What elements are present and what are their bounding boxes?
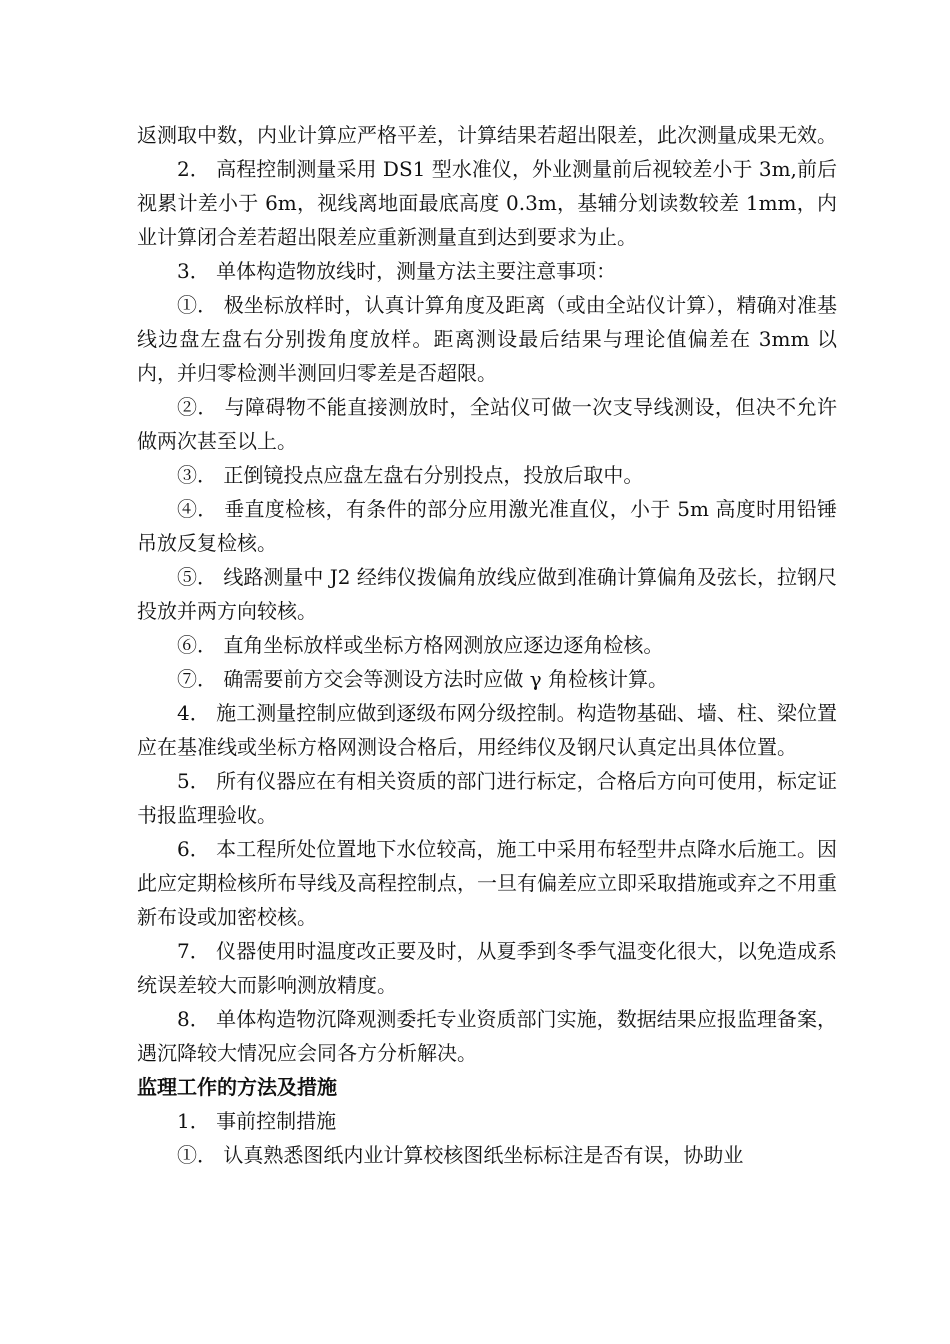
section-heading: 监理工作的方法及措施 [137, 1075, 337, 1099]
paragraph-item-2: 2． 高程控制测量采用 DS1 型水准仪，外业测量前后视较差小于 3m,前后视累计差小于 6m，视线离地面最底高度 0.3m，基辅分划读数较差 1mm，内业计算闭合差若超出限差应重新测量直到达到要求为止。 [137, 157, 837, 249]
paragraph-item-5: 5． 所有仪器应在有相关资质的部门进行标定，合格后方向可使用，标定证书报监理验收。 [137, 769, 837, 827]
paragraph-subitem-4: ④． 垂直度检核，有条件的部分应用激光准直仪，小于 5m 高度时用铅锤吊放反复检核。 [137, 497, 837, 555]
paragraph-subitem-6: ⑥． 直角坐标放样或坐标方格网测放应逐边逐角检核。 [177, 633, 664, 657]
paragraph-subitem-5: ⑤． 线路测量中 J2 经纬仪拨偏角放线应做到准确计算偏角及弦长，拉钢尺投放并两方向较核。 [137, 565, 837, 623]
paragraph-item-4: 4． 施工测量控制应做到逐级布网分级控制。构造物基础、墙、柱、梁位置应在基准线或坐标方格网测设合格后，用经纬仪及钢尺认真定出具体位置。 [137, 701, 837, 759]
paragraph-subitem-7: ⑦． 确需要前方交会等测设方法时应做 γ 角检核计算。 [177, 667, 669, 691]
paragraph-item-7: 7． 仪器使用时温度改正要及时，从夏季到冬季气温变化很大，以免造成系统误差较大而影响测放精度。 [137, 939, 837, 997]
document-body [137, 118, 837, 1172]
paragraph-subitem-1: ①． 极坐标放样时，认真计算角度及距离（或由全站仪计算），精确对准基线边盘左盘右分别拨角度放样。距离测设最后结果与理论值偏差在 3mm 以内，并归零检测半测回归零差是否超限。 [137, 293, 837, 385]
paragraph-subitem-2: ②． 与障碍物不能直接测放时，全站仪可做一次支导线测设，但决不允许做两次甚至以上。 [137, 395, 837, 453]
paragraph-item-3: 3． 单体构造物放线时，测量方法主要注意事项： [177, 259, 617, 283]
paragraph-subitem-3: ③． 正倒镜投点应盘左盘右分别投点，投放后取中。 [177, 463, 644, 487]
paragraph-section-subitem-1: ①． 认真熟悉图纸内业计算校核图纸坐标标注是否有误，协助业 [177, 1143, 744, 1167]
paragraph-continuation: 返测取中数，内业计算应严格平差，计算结果若超出限差，此次测量成果无效。 [137, 123, 837, 147]
paragraph-item-8: 8． 单体构造物沉降观测委托专业资质部门实施，数据结果应报监理备案，遇沉降较大情况应会同各方分析解决。 [137, 1007, 837, 1065]
paragraph-section-item-1: 1． 事前控制措施 [177, 1109, 337, 1133]
paragraph-item-6: 6． 本工程所处位置地下水位较高，施工中采用布轻型井点降水后施工。因此应定期检核所布导线及高程控制点，一旦有偏差应立即采取措施或弃之不用重新布设或加密校核。 [137, 837, 837, 929]
